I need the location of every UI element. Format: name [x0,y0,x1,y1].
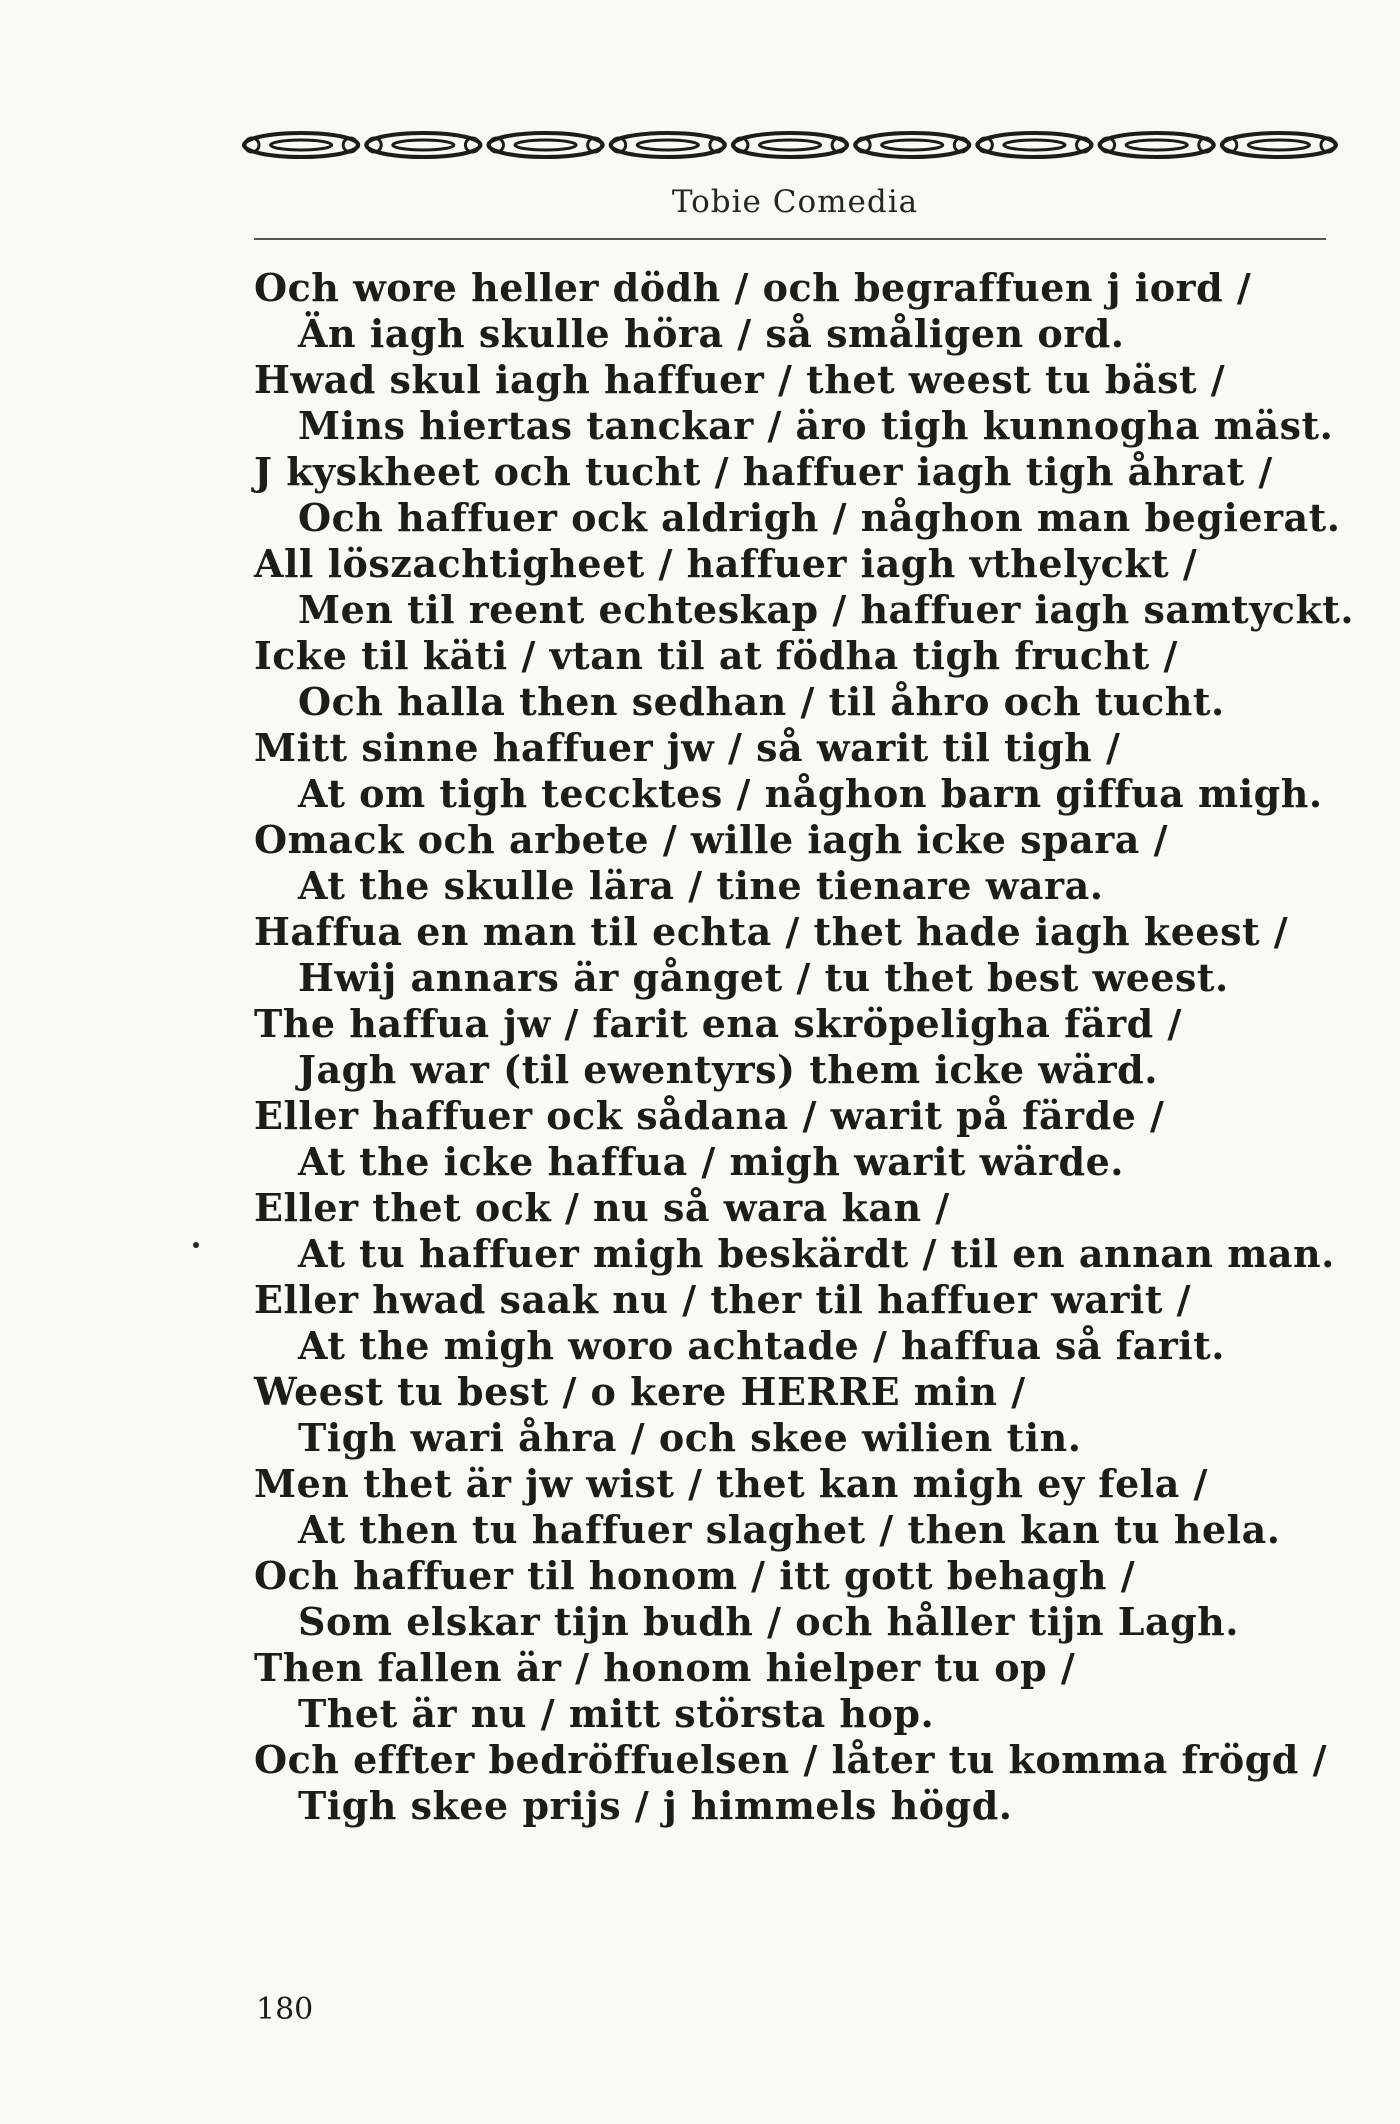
poem-line: Hwad skul iagh haffuer / thet weest tu bäst / [254,357,1226,402]
poem-line: Haffua en man til echta / thet hade iagh keest / [254,909,1289,954]
poem-line: Then fallen är / honom hielper tu op / [254,1645,1076,1690]
poem-line: Som elskar tijn budh / och håller tijn Lagh. [298,1599,1240,1644]
poem-line: Och haffuer til honom / itt gott behagh / [254,1553,1136,1598]
poem-line: At tu haffuer migh beskärdt / til en annan man. [298,1231,1335,1276]
poem-line: The haffua jw / farit ena skröpeligha färd / [254,1001,1182,1046]
poem-text [254,265,1355,1829]
ornament-border [240,128,1340,162]
poem-line: Hwij annars är gånget / tu thet best weest. [298,955,1229,1000]
poem-line: Omack och arbete / wille iagh icke spara / [254,817,1168,862]
ornament-link [1100,133,1214,157]
poem-line: Och haffuer ock aldrigh / någhon man begierat. [298,495,1341,540]
poem-line: At the migh woro achtade / haffua så farit. [298,1323,1225,1368]
poem-line: At the skulle lära / tine tienare wara. [298,863,1104,908]
poem-line: All löszachtigheet / haffuer iagh vthelyckt / [254,541,1198,586]
poem-line: Än iagh skulle höra / så småligen ord. [298,311,1125,356]
ornament-link [488,133,602,157]
poem-line: Weest tu best / o kere HERRE min / [254,1369,1026,1414]
poem-line: Icke til käti / vtan til at födha tigh frucht / [254,633,1178,678]
ornament-link [366,133,480,157]
ornament-link [855,133,969,157]
poem-line: Och effter bedröffuelsen / låter tu komma frögd / [254,1737,1327,1782]
poem-line: Eller hwad saak nu / ther til haffuer warit / [254,1277,1192,1322]
ornament-link [244,133,358,157]
poem-line: At then tu haffuer slaghet / then kan tu hela. [298,1507,1281,1552]
poem-line: Och wore heller dödh / och begraffuen j iord / [254,265,1252,310]
poem-line: Mins hiertas tanckar / äro tigh kunnogha mäst. [298,403,1334,448]
ornament-link [611,133,725,157]
poem-line: Mitt sinne haffuer jw / så warit til tigh / [254,725,1121,770]
poem-line: J kyskheet och tucht / haffuer iagh tigh åhrat / [254,449,1273,494]
poem-line: Jagh war (til ewentyrs) them icke wärd. [298,1047,1158,1092]
margin-mark [193,1242,199,1248]
poem-line: Men thet är jw wist / thet kan migh ey fela / [254,1461,1208,1506]
page-number: 180 [256,1992,314,2027]
header-rule [254,238,1326,240]
poem-line: At om tigh teccktes / någhon barn giffua migh. [298,771,1323,816]
running-title: Tobie Comedia [671,184,919,220]
ornament-link [733,133,847,157]
poem-line: Och halla then sedhan / til åhro och tucht. [298,679,1225,724]
ornament-link [977,133,1091,157]
poem-line: Eller haffuer ock sådana / warit på färde / [254,1093,1165,1138]
poem-line: Thet är nu / mitt största hop. [298,1691,935,1736]
poem-line: Men til reent echteskap / haffuer iagh samtyckt. [298,587,1355,632]
poem-line: Eller thet ock / nu så wara kan / [254,1185,950,1230]
poem-line: Tigh wari åhra / och skee wilien tin. [298,1415,1082,1460]
poem-line: At the icke haffua / migh warit wärde. [298,1139,1124,1184]
poem-line: Tigh skee prijs / j himmels högd. [298,1783,1013,1828]
ornament-link [1222,133,1336,157]
